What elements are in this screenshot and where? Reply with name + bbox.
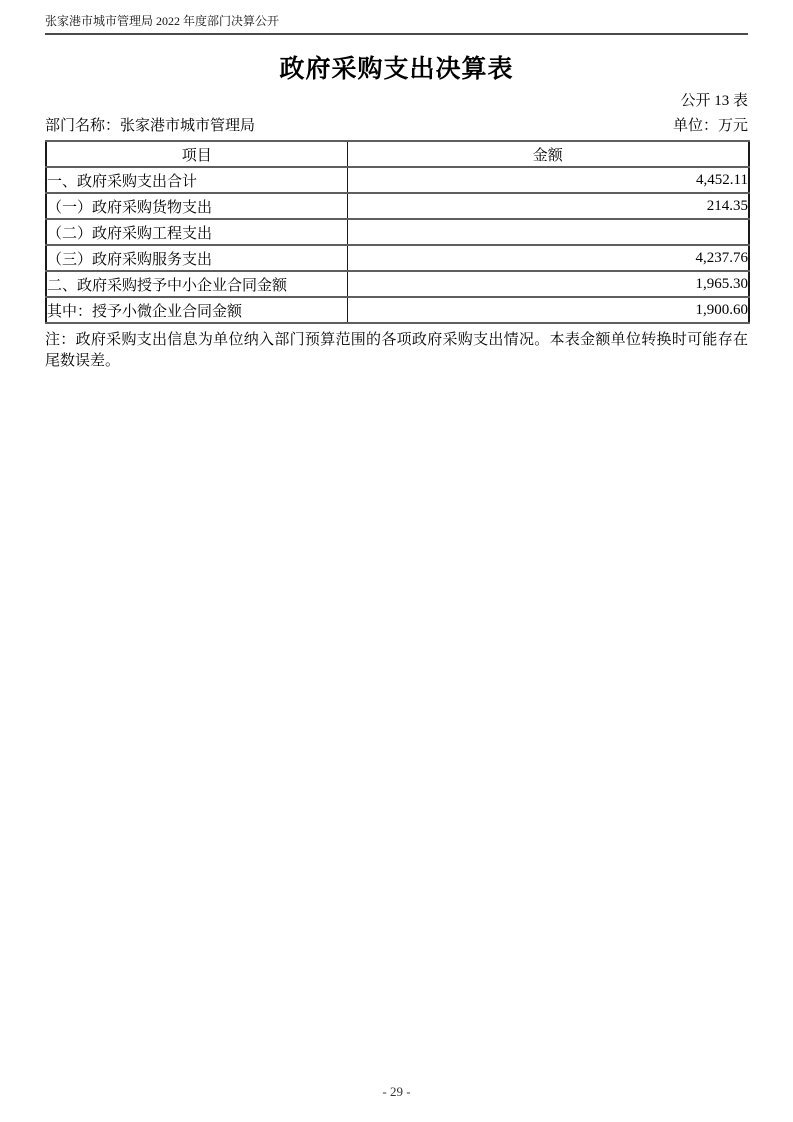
row-amount-cell	[347, 219, 749, 245]
row-amount-cell: 214.35	[347, 193, 749, 219]
row-item-cell: （三）政府采购服务支出	[46, 245, 347, 271]
row-amount-cell: 1,965.30	[347, 271, 749, 297]
row-item-cell: 二、政府采购授予中小企业合同金额	[46, 271, 347, 297]
table-row	[46, 245, 749, 271]
row-item-cell: 一、政府采购支出合计	[46, 167, 347, 193]
col-header-amount: 金额	[347, 141, 749, 167]
table-header-row	[46, 141, 749, 167]
row-amount-cell: 4,452.11	[347, 167, 749, 193]
row-amount-cell: 1,900.60	[347, 297, 749, 323]
table-row	[46, 219, 749, 245]
page-title: 政府采购支出决算表	[279, 56, 514, 83]
col-header-item: 项目	[46, 141, 347, 167]
row-item-cell: 其中：授予小微企业合同金额	[46, 297, 347, 323]
row-item-cell: （一）政府采购货物支出	[46, 193, 347, 219]
table-number-label: 公开 13 表	[680, 93, 748, 109]
page-number: - 29 -	[382, 1084, 411, 1099]
unit-label: 单位：万元	[672, 118, 748, 134]
table-row	[46, 297, 749, 323]
table-note: 注：政府采购支出信息为单位纳入部门预算范围的各项政府采购支出情况。本表金额单位转换时可能存在尾数误差。	[45, 332, 748, 369]
procurement-table	[45, 140, 750, 324]
row-amount-cell: 4,237.76	[347, 245, 749, 271]
table-meta-row	[45, 116, 748, 136]
table-row	[46, 193, 749, 219]
table-row	[46, 271, 749, 297]
page-header: 张家港市城市管理局 2022 年度部门决算公开	[45, 13, 748, 35]
row-item-cell: （二）政府采购工程支出	[46, 219, 347, 245]
table-row	[46, 167, 749, 193]
department-name: 部门名称：张家港市城市管理局	[45, 118, 256, 134]
